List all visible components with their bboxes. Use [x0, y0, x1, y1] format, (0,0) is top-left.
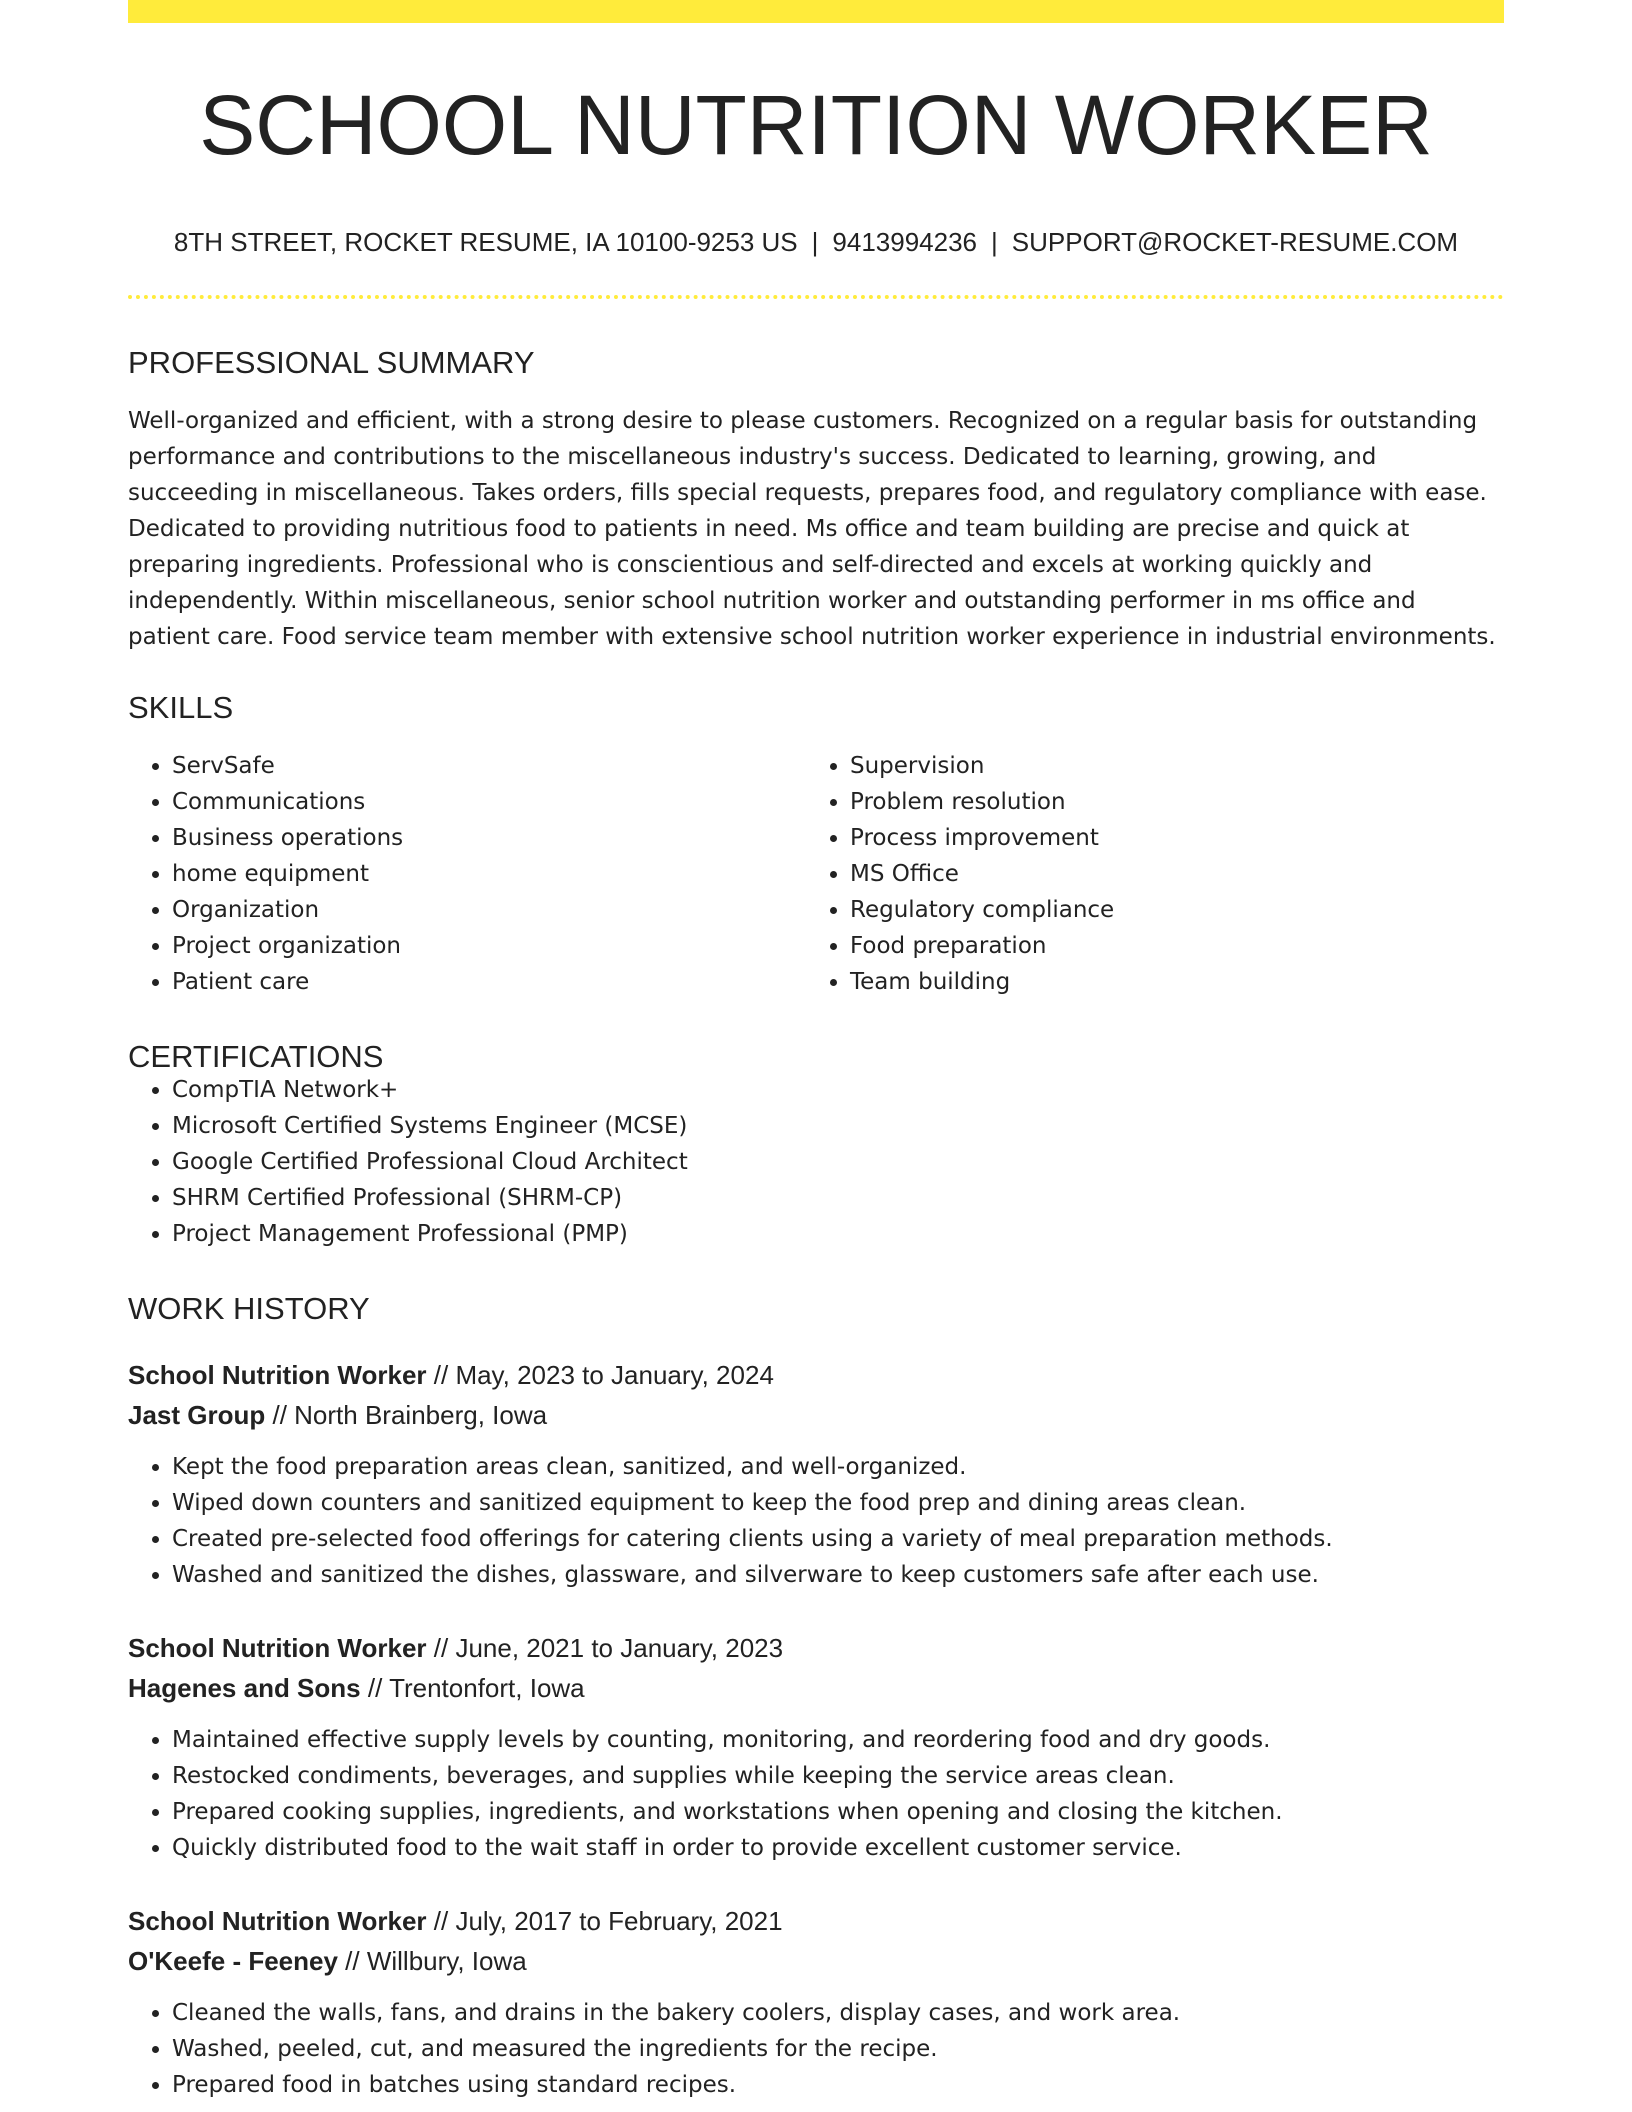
skill-item: • Problem resolution	[850, 784, 1484, 820]
certifications-heading: CERTIFICATIONS	[128, 1039, 384, 1074]
job-duties-list	[128, 1449, 1504, 1593]
contact-separator: |	[811, 227, 819, 257]
skill-item: • Project organization	[172, 928, 806, 964]
job-divider: //	[360, 1673, 390, 1703]
contact-phone: 9413994236	[832, 227, 978, 257]
job-company-line	[128, 1668, 1504, 1708]
job-company: Hagenes and Sons	[128, 1673, 361, 1703]
job-title-line	[128, 1901, 1504, 1941]
job-dates: June, 2021 to January, 2023	[455, 1633, 784, 1663]
skill-item: • home equipment	[172, 856, 806, 892]
certification-item: • Microsoft Certified Systems Engineer (MCSE)	[172, 1108, 1504, 1144]
job-entry	[128, 1355, 1504, 1593]
certification-item: • CompTIA Network+	[172, 1072, 1504, 1108]
summary-text: Well-organized and efficient, with a strong desire to please customers. Recognized on a regular basis for outstanding performance and contributions to the miscellaneous industry's success. Dedicated to learning, growing, and succeeding in miscellaneous. Takes orders, fills special requests, prepares food, and regulatory compliance with ease. Dedicated to providing nutritious food to patients in need. Ms office and team building are precise and quick at preparing ingredients. Professional who is conscientious and self-directed and excels at working quickly and independently. Within miscellaneous, senior school nutrition worker and outstanding performer in ms office and patient care. Food service team member with extensive school nutrition worker experience in industrial environments.	[128, 408, 1496, 650]
skill-item: • Patient care	[172, 964, 806, 1000]
work-history-heading: WORK HISTORY	[128, 1291, 370, 1326]
job-company: O'Keefe - Feeney	[128, 1946, 338, 1976]
job-company-line	[128, 1941, 1504, 1981]
resume-page	[128, 0, 1504, 2103]
skills-list-right	[806, 748, 1484, 1000]
job-divider: //	[426, 1633, 456, 1663]
job-location: Willbury, Iowa	[366, 1946, 527, 1976]
job-company: Jast Group	[128, 1400, 266, 1430]
job-divider: //	[337, 1946, 367, 1976]
job-duty: • Kept the food preparation areas clean, sanitized, and well-organized.	[172, 1449, 1504, 1485]
job-dates: July, 2017 to February, 2021	[455, 1906, 783, 1936]
skill-item: • Supervision	[850, 748, 1484, 784]
contact-address: 8TH STREET, ROCKET RESUME, IA 10100-9253 US	[173, 227, 798, 257]
job-duty: • Prepared food in batches using standard recipes.	[172, 2067, 1504, 2103]
job-duties-list	[128, 1995, 1504, 2103]
skills-heading: SKILLS	[128, 690, 234, 725]
job-duty: • Created pre-selected food offerings for catering clients using a variety of meal preparation methods.	[172, 1521, 1504, 1557]
job-duty: • Cleaned the walls, fans, and drains in the bakery coolers, display cases, and work area.	[172, 1995, 1504, 2031]
job-role: School Nutrition Worker	[128, 1633, 427, 1663]
skill-item: • Process improvement	[850, 820, 1484, 856]
contact-line	[128, 229, 1504, 255]
job-location: North Brainberg, Iowa	[294, 1400, 548, 1430]
job-duty: • Wiped down counters and sanitized equipment to keep the food prep and dining areas clean.	[172, 1485, 1504, 1521]
job-duty: • Maintained effective supply levels by counting, monitoring, and reordering food and dry goods.	[172, 1722, 1504, 1758]
job-dates: May, 2023 to January, 2024	[455, 1360, 774, 1390]
certification-item: • Google Certified Professional Cloud Architect	[172, 1144, 1504, 1180]
certifications-list	[128, 1072, 1504, 1252]
job-role: School Nutrition Worker	[128, 1906, 427, 1936]
job-duty: • Washed, peeled, cut, and measured the ingredients for the recipe.	[172, 2031, 1504, 2067]
skill-item: • Business operations	[172, 820, 806, 856]
skill-item: • Regulatory compliance	[850, 892, 1484, 928]
job-entry	[128, 1901, 1504, 2103]
job-divider: //	[426, 1906, 456, 1936]
skill-item: • ServSafe	[172, 748, 806, 784]
summary-heading: PROFESSIONAL SUMMARY	[128, 345, 535, 380]
skill-item: • Food preparation	[850, 928, 1484, 964]
top-accent-bar	[128, 0, 1504, 23]
certification-item: • Project Management Professional (PMP)	[172, 1216, 1504, 1252]
job-title-line	[128, 1628, 1504, 1668]
job-company-line	[128, 1395, 1504, 1435]
job-title-line	[128, 1355, 1504, 1395]
header-divider	[128, 295, 1504, 299]
job-duty: • Prepared cooking supplies, ingredients, and workstations when opening and closing the kitchen.	[172, 1794, 1504, 1830]
skill-item: • Communications	[172, 784, 806, 820]
skills-list-left	[128, 748, 806, 1000]
skills-columns	[128, 748, 1504, 1000]
job-duty: • Quickly distributed food to the wait staff in order to provide excellent customer service.	[172, 1830, 1504, 1866]
job-location: Trentonfort, Iowa	[389, 1673, 585, 1703]
job-duty: • Washed and sanitized the dishes, glassware, and silverware to keep customers safe after each use.	[172, 1557, 1504, 1593]
job-role: School Nutrition Worker	[128, 1360, 427, 1390]
job-duty: • Restocked condiments, beverages, and supplies while keeping the service areas clean.	[172, 1758, 1504, 1794]
job-divider: //	[426, 1360, 456, 1390]
contact-email: SUPPORT@ROCKET-RESUME.COM	[1011, 227, 1459, 257]
resume-name: SCHOOL NUTRITION WORKER	[199, 78, 1433, 172]
job-divider: //	[265, 1400, 295, 1430]
job-entry	[128, 1628, 1504, 1866]
contact-separator: |	[991, 227, 998, 257]
skill-item: • Organization	[172, 892, 806, 928]
job-duties-list	[128, 1722, 1504, 1866]
skill-item: • Team building	[850, 964, 1484, 1000]
skill-item: • MS Office	[850, 856, 1484, 892]
certification-item: • SHRM Certified Professional (SHRM-CP)	[172, 1180, 1504, 1216]
